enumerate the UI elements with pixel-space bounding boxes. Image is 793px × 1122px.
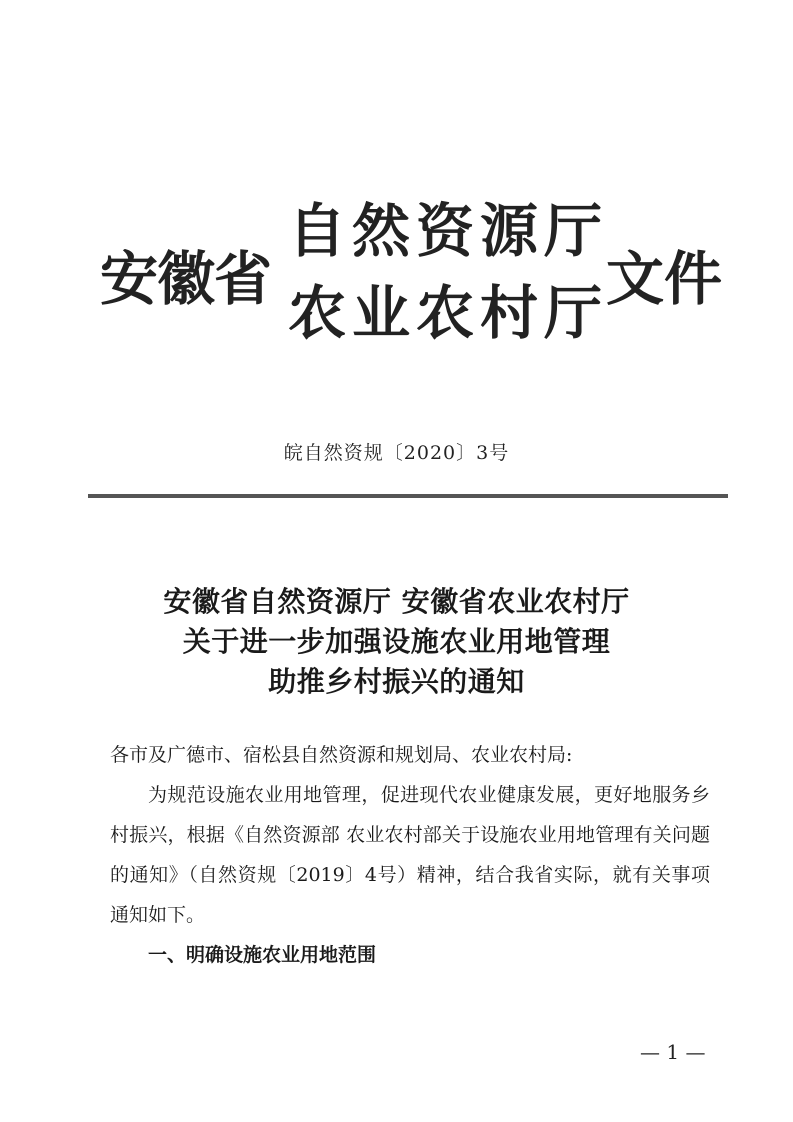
- document-number: 皖自然资规〔2020〕3号: [283, 442, 510, 464]
- body-paragraph: 为规范设施农业用地管理，促进现代农业健康发展，更好地服务乡村振兴，根据《自然资源部 农业农村部关于设施农业用地管理有关问题的通知》（自然资规〔2019〕4号）精神，结合我省实际，就有关事项通知如下。: [110, 784, 710, 926]
- masthead-departments: [288, 190, 609, 354]
- masthead: [100, 190, 723, 370]
- masthead-dept-agriculture: 农业农村厅: [288, 279, 609, 347]
- title-line-1: 安徽省自然资源厅 安徽省农业农村厅: [163, 585, 630, 618]
- masthead-province: 安徽省: [100, 245, 272, 313]
- page-number: — 1 —: [640, 1040, 706, 1064]
- document-body: [110, 735, 710, 975]
- document-title: [0, 582, 793, 702]
- addressee: 各市及广德市、宿松县自然资源和规划局、农业农村局:: [110, 744, 573, 766]
- title-line-3: 助推乡村振兴的通知: [268, 665, 525, 698]
- section-heading: 一、明确设施农业用地范围: [148, 944, 377, 966]
- masthead-dept-natural-resources: 自然资源厅: [288, 197, 609, 265]
- title-line-2: 关于进一步加强设施农业用地管理: [182, 625, 611, 658]
- header-divider: [88, 494, 728, 498]
- masthead-suffix: 文件: [606, 245, 723, 313]
